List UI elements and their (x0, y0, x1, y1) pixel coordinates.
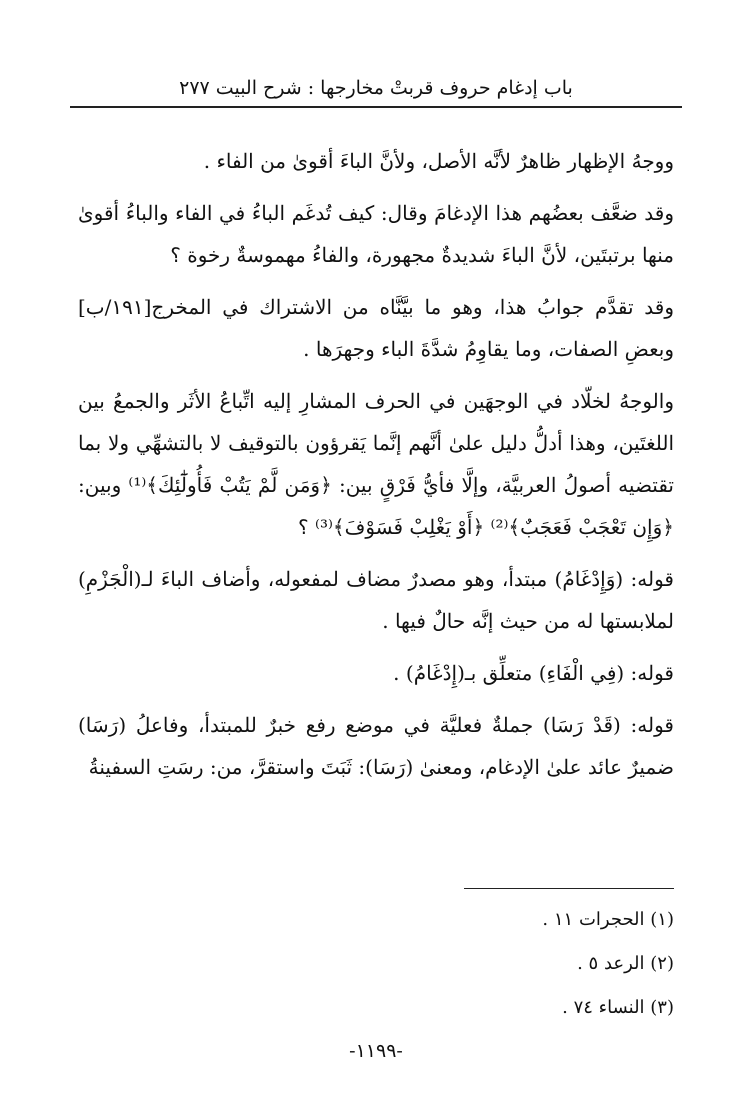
running-header (70, 70, 682, 108)
paragraph-6: قوله: (فِي الْفَاءِ) متعلِّق بـ(إِدْغَامُ) . (393, 661, 674, 685)
header-title: باب إدغام حروف قربتْ مخارجها : شرح البيت ٢٧٧ (179, 77, 573, 99)
main-text (78, 140, 674, 798)
page-number: -١١٩٩- (349, 1040, 403, 1062)
footnote-1: (١) الحجرات ١١ . (542, 909, 674, 930)
paragraph-1: ووجهُ الإظهار ظاهرٌ لأنَّه الأصل، ولأنَّ الباءَ أقوىٰ من الفاء . (203, 149, 674, 173)
footnote-2: (٢) الرعد ٥ . (577, 953, 674, 974)
paragraph-4: والوجهُ لخلّاد في الوجهَين في الحرف المشارِ إليه اتِّباعُ الأثَر والجمعُ بين اللغتَين، وهذا أدلُّ دليل علىٰ أنَّهم إنَّما يَقرؤون بالتوقيف لا بالتشهِّي ولا بما تقتضيه أصولُ العربيَّة، وإلَّا فأيُّ فَرْقٍ بين: ﴿وَمَن لَّمْ يَتُبْ فَأُولَٰٓئِكَ﴾⁽¹⁾ وبين: ﴿وَإِن تَعْجَبْ فَعَجَبٌ﴾⁽²⁾ ﴿أَوْ يَغْلِبْ فَسَوْفَ﴾⁽³⁾ ؟ (78, 389, 675, 539)
footnotes (78, 898, 674, 1030)
paragraph-5: قوله: (وَإِدْغَامُ) مبتدأ، وهو مصدرٌ مضاف لمفعوله، وأضاف الباءَ لـ(الْجَزْمِ) لملابستها له من حيث إنَّه حالٌ فيها . (78, 567, 674, 633)
paragraph-3: وقد تقدَّم جوابُ هذا، وهو ما بيَّنَّاه من الاشتراك في المخرج[١٩١/ب] وبعضِ الصفات، وما يقاوِمُ شدَّةَ الباء وجهرَها . (78, 295, 674, 361)
paragraph-7: قوله: (قَدْ رَسَا) جملةٌ فعليَّة في موضع رفع خبرٌ للمبتدأ، وفاعلُ (رَسَا) ضميرٌ عائد علىٰ الإدغام، ومعنىٰ (رَسَا): ثَبَتَ واستقرَّ، من: رسَتِ السفينةُ (78, 713, 674, 779)
footnote-divider (464, 888, 674, 889)
footnote-3: (٣) النساء ٧٤ . (562, 997, 674, 1018)
paragraph-2: وقد ضعَّف بعضُهم هذا الإدغامَ وقال: كيف تُدغَم الباءُ في الفاء والباءُ أقوىٰ منها برتبتَين، لأنَّ الباءَ شديدةٌ مجهورة، والفاءُ مهموسةٌ رخوة ؟ (78, 201, 674, 267)
